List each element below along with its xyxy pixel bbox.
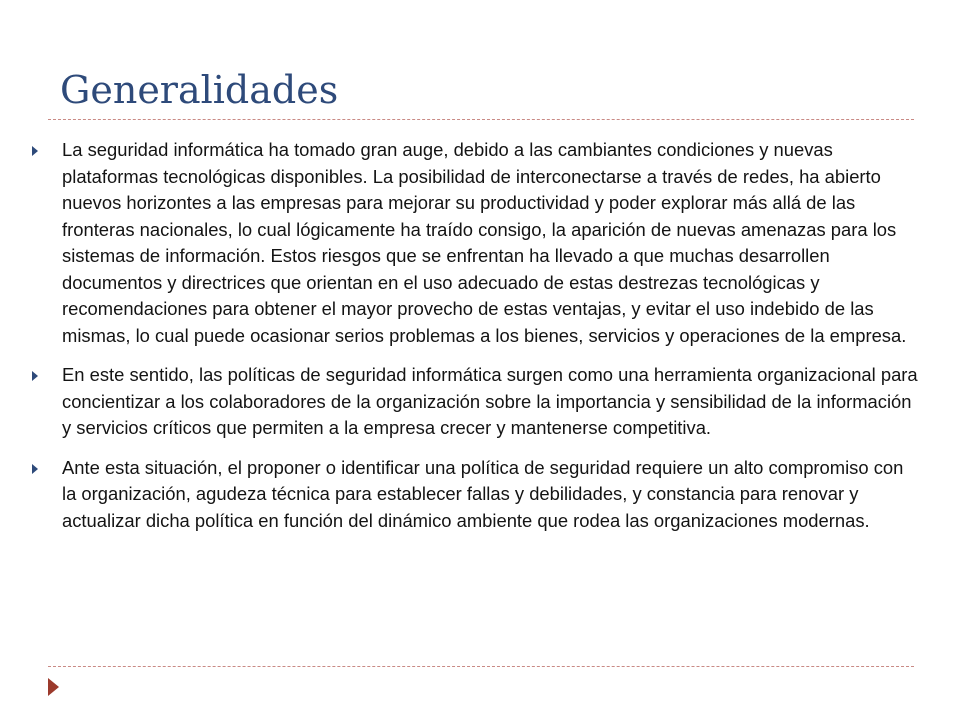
- slide-title: Generalidades: [60, 68, 339, 112]
- bullet-arrow-icon: [32, 146, 38, 156]
- bullet-text: La seguridad informática ha tomado gran auge, debido a las cambiantes condiciones y nuevas plataformas tecnológicas disponibles. La posibilidad de interconectarse a través de redes, ha abierto nuevos horizontes a las empresas para mejorar su productividad y poder explorar más allá de las fronteras nacionales, lo cual lógicamente ha traído consigo, la aparición de nuevas amenazas para los sistemas de información. Estos riesgos que se enfrentan ha llevado a que muchas desarrollen documentos y directrices que orientan en el uso adecuado de estas destrezas tecnológicas y recomendaciones para obtener el mayor provecho de estas ventajas, y evitar el uso indebido de las mismas, lo cual puede ocasionar serios problemas a los bienes, servicios y operaciones de la empresa.: [62, 139, 907, 346]
- bullet-item: [28, 455, 920, 535]
- bullet-item: [28, 362, 920, 442]
- bullet-arrow-icon: [32, 464, 38, 474]
- footer-arrow-icon: [48, 678, 59, 696]
- bullet-text: En este sentido, las políticas de seguridad informática surgen como una herramienta organizacional para concientizar a los colaboradores de la organización sobre la importancia y sensibilidad de la información y servicios críticos que permiten a la empresa crecer y mantenerse competitiva.: [62, 364, 918, 438]
- footer-divider: [48, 666, 914, 667]
- bullet-arrow-icon: [32, 371, 38, 381]
- title-divider: [48, 119, 914, 120]
- bullet-list: [28, 137, 920, 547]
- bullet-text: Ante esta situación, el proponer o identificar una política de seguridad requiere un alto compromiso con la organización, agudeza técnica para establecer fallas y debilidades, y constancia para renovar y actualizar dicha política en función del dinámico ambiente que rodea las organizaciones modernas.: [62, 456, 904, 531]
- bullet-item: [28, 137, 920, 349]
